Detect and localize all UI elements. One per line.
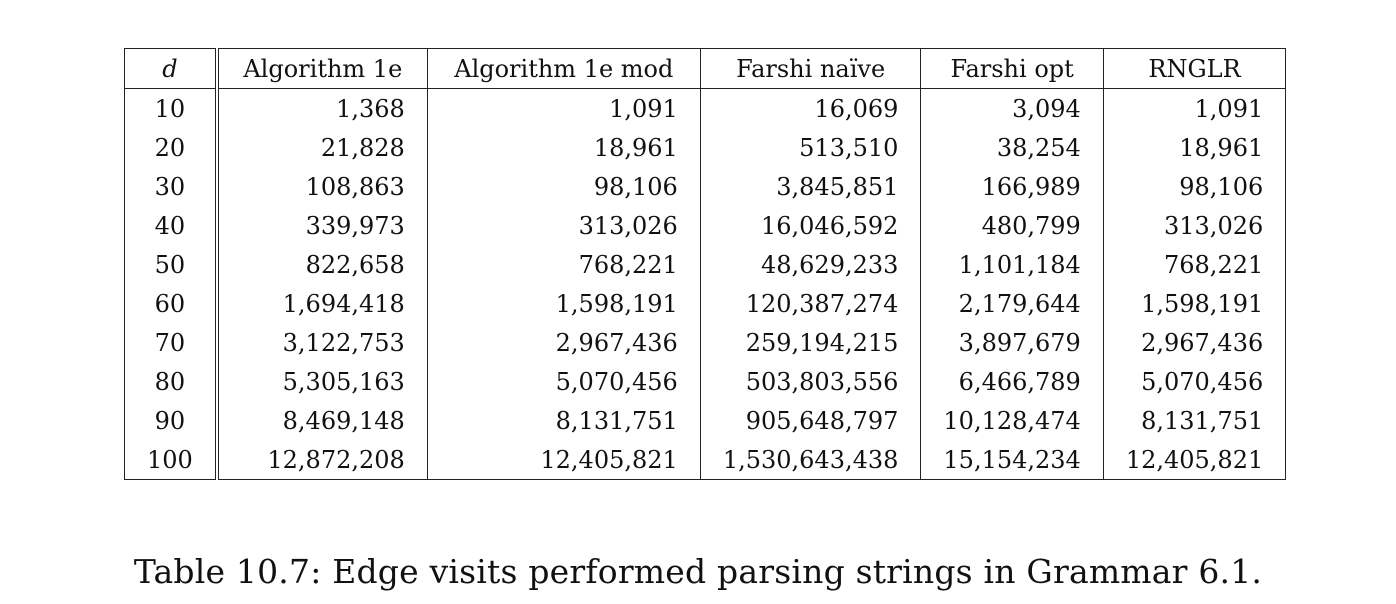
table-cell: 48,629,233 xyxy=(700,245,921,284)
row-d-value: 90 xyxy=(125,401,217,440)
column-header-d xyxy=(125,49,217,89)
table-cell: 768,221 xyxy=(427,245,700,284)
row-d-value: 70 xyxy=(125,323,217,362)
table-row xyxy=(125,440,1286,480)
column-header-farshi-opt: Farshi opt xyxy=(921,49,1103,89)
edge-visits-table xyxy=(124,48,1286,480)
table-row xyxy=(125,245,1286,284)
table-cell: 3,897,679 xyxy=(921,323,1103,362)
table-cell: 18,961 xyxy=(427,128,700,167)
row-d-value: 60 xyxy=(125,284,217,323)
table-cell: 2,179,644 xyxy=(921,284,1103,323)
table-cell: 120,387,274 xyxy=(700,284,921,323)
row-d-value: 40 xyxy=(125,206,217,245)
column-header-algorithm-1e-mod: Algorithm 1e mod xyxy=(427,49,700,89)
table-cell: 16,046,592 xyxy=(700,206,921,245)
table-cell: 10,128,474 xyxy=(921,401,1103,440)
column-header-rnglr: RNGLR xyxy=(1103,49,1285,89)
table-cell: 8,131,751 xyxy=(1103,401,1285,440)
table-cell: 768,221 xyxy=(1103,245,1285,284)
table-cell: 1,091 xyxy=(427,89,700,129)
table-row xyxy=(125,362,1286,401)
table-cell: 1,530,643,438 xyxy=(700,440,921,480)
table-row xyxy=(125,323,1286,362)
row-d-value: 80 xyxy=(125,362,217,401)
table-cell: 98,106 xyxy=(1103,167,1285,206)
table-cell: 2,967,436 xyxy=(1103,323,1285,362)
table-cell: 1,694,418 xyxy=(217,284,428,323)
table-cell: 98,106 xyxy=(427,167,700,206)
table-row xyxy=(125,206,1286,245)
table-cell: 339,973 xyxy=(217,206,428,245)
table-cell: 12,405,821 xyxy=(427,440,700,480)
table-cell: 1,091 xyxy=(1103,89,1285,129)
table-cell: 1,598,191 xyxy=(1103,284,1285,323)
row-d-value: 50 xyxy=(125,245,217,284)
table-container xyxy=(124,48,1286,480)
table-cell: 1,368 xyxy=(217,89,428,129)
table-cell: 5,070,456 xyxy=(427,362,700,401)
table-cell: 3,122,753 xyxy=(217,323,428,362)
table-row xyxy=(125,401,1286,440)
table-cell: 822,658 xyxy=(217,245,428,284)
column-header-farshi-naive: Farshi naïve xyxy=(700,49,921,89)
table-cell: 5,305,163 xyxy=(217,362,428,401)
table-cell: 259,194,215 xyxy=(700,323,921,362)
table-cell: 503,803,556 xyxy=(700,362,921,401)
table-cell: 21,828 xyxy=(217,128,428,167)
table-cell: 8,469,148 xyxy=(217,401,428,440)
table-cell: 108,863 xyxy=(217,167,428,206)
table-cell: 38,254 xyxy=(921,128,1103,167)
row-d-value: 10 xyxy=(125,89,217,129)
table-cell: 5,070,456 xyxy=(1103,362,1285,401)
table-cell: 313,026 xyxy=(1103,206,1285,245)
table-body xyxy=(125,89,1286,480)
table-cell: 16,069 xyxy=(700,89,921,129)
table-cell: 2,967,436 xyxy=(427,323,700,362)
table-cell: 18,961 xyxy=(1103,128,1285,167)
table-cell: 6,466,789 xyxy=(921,362,1103,401)
table-cell: 12,872,208 xyxy=(217,440,428,480)
table-header xyxy=(125,49,1286,89)
row-d-value: 100 xyxy=(125,440,217,480)
table-cell: 313,026 xyxy=(427,206,700,245)
column-header-d-label: d xyxy=(162,54,178,83)
table-row xyxy=(125,89,1286,129)
table-cell: 1,598,191 xyxy=(427,284,700,323)
table-caption: Table 10.7: Edge visits performed parsing strings in Grammar 6.1. xyxy=(133,552,1263,591)
table-cell: 905,648,797 xyxy=(700,401,921,440)
table-row xyxy=(125,128,1286,167)
table-row xyxy=(125,284,1286,323)
table-cell: 3,845,851 xyxy=(700,167,921,206)
table-cell: 166,989 xyxy=(921,167,1103,206)
row-d-value: 30 xyxy=(125,167,217,206)
table-cell: 3,094 xyxy=(921,89,1103,129)
header-row xyxy=(125,49,1286,89)
column-header-algorithm-1e: Algorithm 1e xyxy=(217,49,428,89)
table-row xyxy=(125,167,1286,206)
table-cell: 15,154,234 xyxy=(921,440,1103,480)
row-d-value: 20 xyxy=(125,128,217,167)
table-cell: 12,405,821 xyxy=(1103,440,1285,480)
table-cell: 8,131,751 xyxy=(427,401,700,440)
table-cell: 1,101,184 xyxy=(921,245,1103,284)
table-cell: 513,510 xyxy=(700,128,921,167)
table-cell: 480,799 xyxy=(921,206,1103,245)
